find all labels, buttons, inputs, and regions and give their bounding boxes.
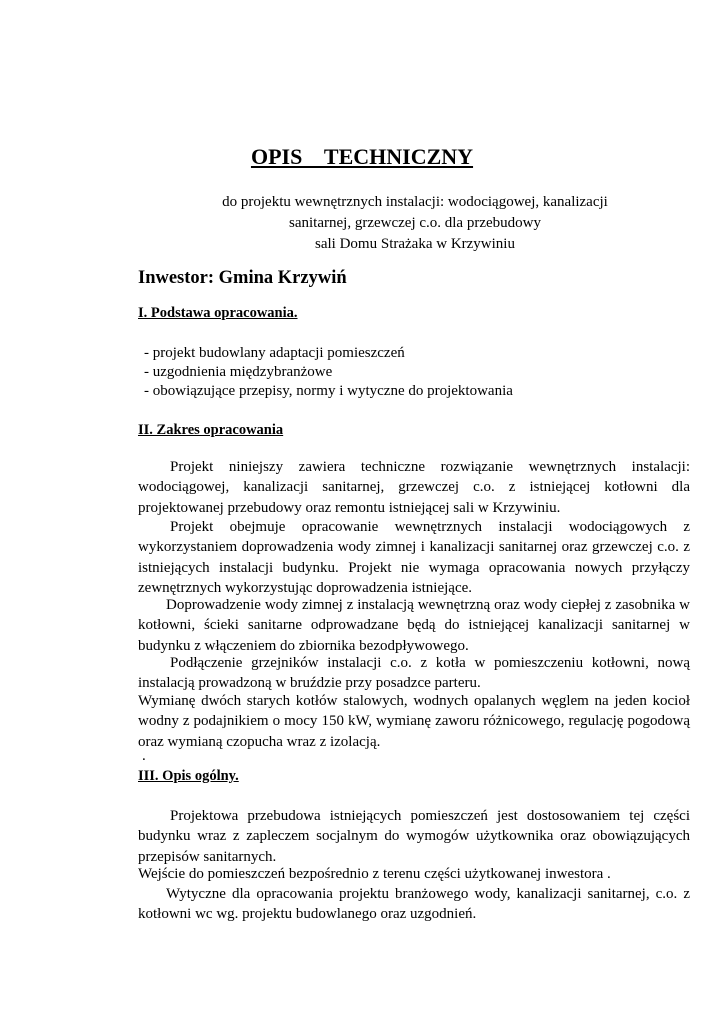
basis-list <box>144 344 513 401</box>
general-paragraph: Wejście do pomieszczeń bezpośrednio z terenu części użytkowanej inwestora . <box>138 866 611 882</box>
general-paragraph: Projektowa przebudowa istniejących pomieszczeń jest dostosowaniem tej części budynku wraz z zapleczem socjalnym do wymogów użytkownika oraz obowiązujących przepisów sanitarnych. <box>138 808 690 865</box>
document-subtitle <box>0 192 724 255</box>
list-item: - obowiązujące przepisy, normy i wytyczne do projektowania <box>144 383 513 399</box>
scope-paragraph: Projekt obejmuje opracowanie wewnętrznych instalacji wodociągowych z wykorzystaniem doprowadzenia wody zimnej i kanalizacji sanitarnej oraz grzewczej c.o. z istniejących instalacji budynku. Projekt nie wymaga opracowania nowych przyłączy zewnętrznych wykorzystując doprowadzenia istniejące. <box>138 519 690 596</box>
trailing-mark: . <box>142 748 146 764</box>
section-heading-general: III. Opis ogólny. <box>138 768 239 784</box>
subtitle-text: do projektu wewnętrznych instalacji: wodociągowej, kanalizacji sanitarnej, grzewczej c.o. dla przebudowy sali Domu Strażaka w Krzywiniu <box>222 194 608 252</box>
general-paragraph: Wytyczne dla opracowania projektu branżowego wody, kanalizacji sanitarnej, c.o. z kotłowni wc wg. projektu budowlanego oraz uzgodnień. <box>138 886 690 923</box>
scope-paragraph: Podłączenie grzejników instalacji c.o. z kotła w pomieszczeniu kotłowni, nową instalacją prowadzoną w bruździe przy posadzce parteru. <box>138 655 690 692</box>
section-heading-scope: II. Zakres opracowania <box>138 422 284 438</box>
scope-paragraph: Projekt niniejszy zawiera techniczne rozwiązanie wewnętrznych instalacji: wodociągowej, kanalizacji sanitarnej, grzewczej c.o. z istniejącej kotłowni dla projektowanej przebudowy oraz remontu istniejącej sali w Krzywiniu. <box>138 459 690 516</box>
list-item: - projekt budowlany adaptacji pomieszczeń <box>144 345 405 361</box>
scope-paragraph: Wymianę dwóch starych kotłów stalowych, wodnych opalanych węglem na jeden kocioł wodny z podajnikiem o mocy 150 kW, wymianę zaworu różnicowego, regulację pogodową oraz wymianą czopucha wraz z izolacją. <box>138 693 690 750</box>
document-title: OPIS TECHNICZNY <box>250 144 474 169</box>
scope-paragraph: Doprowadzenie wody zimnej z instalacją wewnętrzną oraz wody ciepłej z zasobnika w kotłowni, ścieki sanitarne odprowadzane będą do istniejącej kanalizacji sanitarnej w budynku z włączeniem do zbiornika bezodpływowego. <box>138 597 690 654</box>
list-item: - uzgodnienia międzybranżowe <box>144 364 333 380</box>
section-heading-basis: I. Podstawa opracowania. <box>138 305 298 321</box>
investor-heading: Inwestor: Gmina Krzywiń <box>138 268 347 288</box>
